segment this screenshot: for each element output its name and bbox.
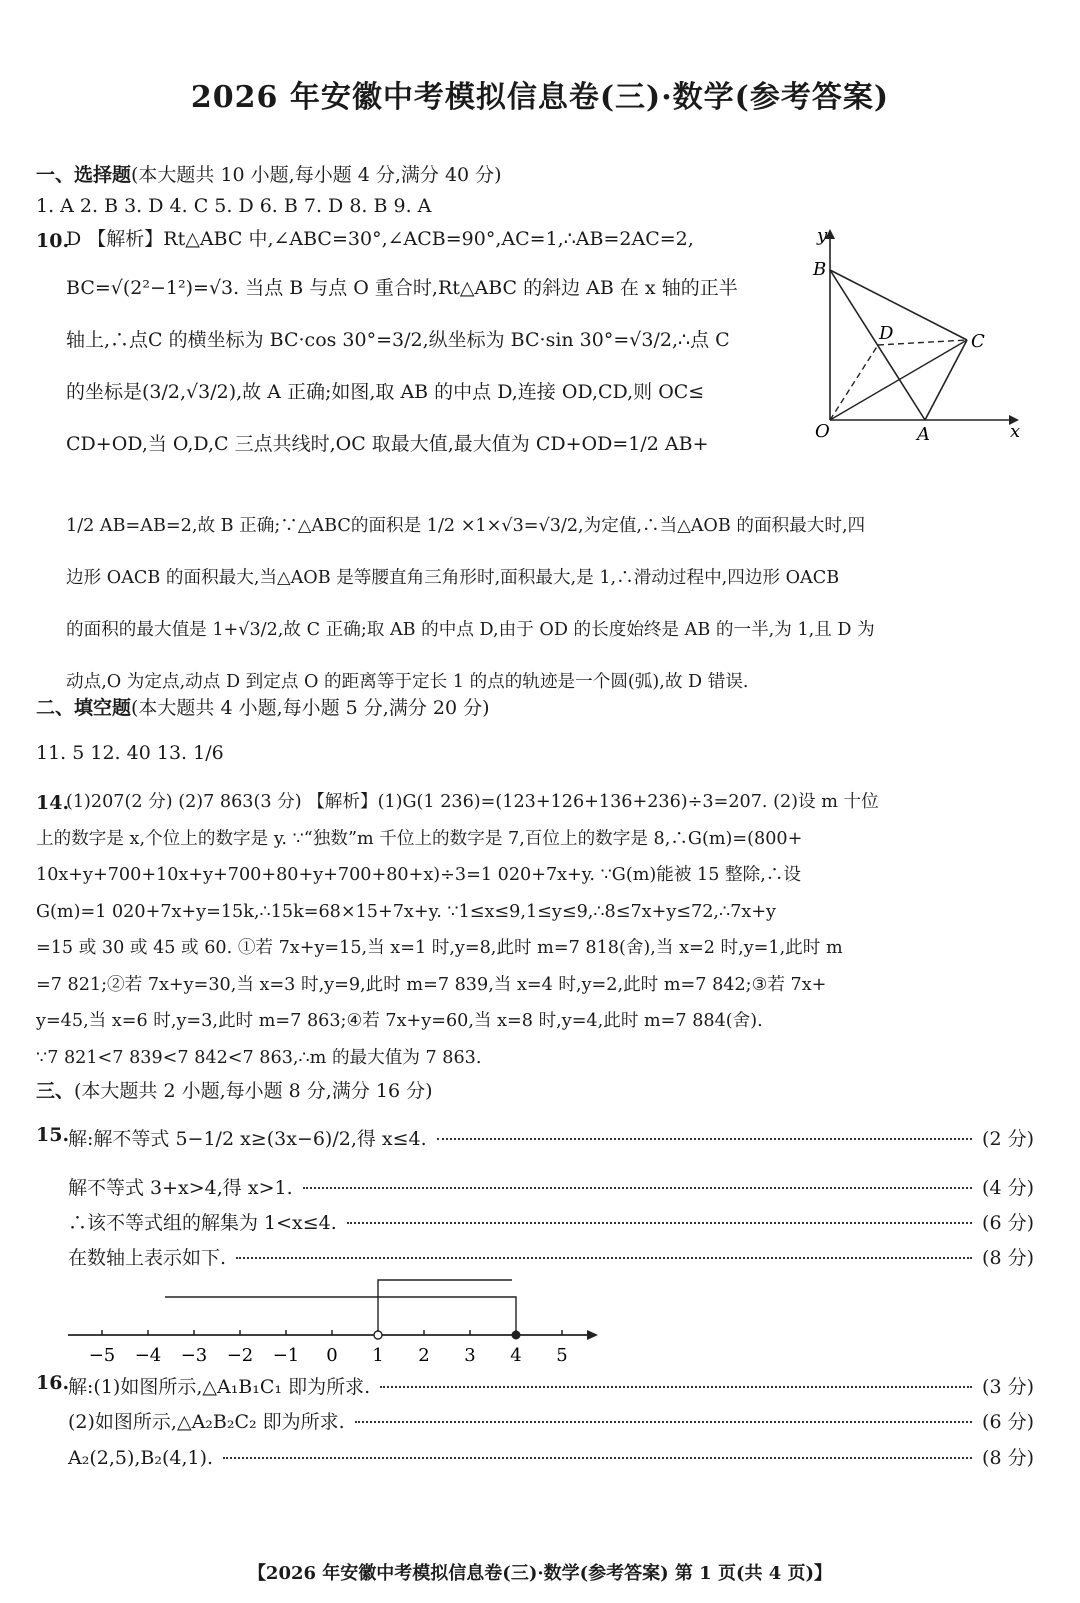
q10-line: 边形 OACB 的面积最大,当△AOB 是等腰直角三角形时,面积最大,是 1,∴滑动过程中,四边形 OACB — [66, 568, 840, 588]
number-line-tick-label: 2 — [418, 1345, 430, 1366]
number-line-tick-label: 4 — [510, 1345, 522, 1366]
q15-step-text: 在数轴上表示如下. — [68, 1247, 227, 1269]
q10-line: 动点,O 为定点,动点 D 到定点 O 的距离等于定长 1 的点的轨迹是一个圆(弧),故 D 错误. — [66, 672, 749, 692]
q14-line: y=45,当 x=6 时,y=3,此时 m=7 863;④若 7x+y=60,当 x=8 时,y=4,此时 m=7 884(舍). — [36, 1011, 763, 1031]
range-bracket-x-le-4 — [165, 1297, 516, 1335]
label-y: y — [817, 225, 828, 246]
q10-line: 的坐标是(3/2,√3/2),故 A 正确;如图,取 AB 的中点 D,连接 OD,CD,则 OC≤ — [66, 381, 705, 403]
page-title: 2026 年安徽中考模拟信息卷(三)·数学(参考答案) — [190, 80, 890, 115]
section-heading-text: 二、填空题 — [36, 697, 132, 719]
section-note: (本大题共 10 小题,每小题 4 分,满分 40 分) — [131, 164, 502, 186]
q14-line: 上的数字是 x,个位上的数字是 y. ∵“独数”m 千位上的数字是 7,百位上的数字是 8,∴G(m)=(800+ — [36, 828, 803, 849]
number-line-tick-label: −3 — [180, 1345, 208, 1366]
q15-step-text: 解:解不等式 5−1/2 x≥(3x−6)/2,得 x≤4. — [68, 1128, 427, 1150]
label-o: O — [815, 421, 830, 442]
number-line-tick-label: −2 — [226, 1345, 254, 1366]
q14-line: (1)207(2 分) (2)7 863(3 分) 【解析】(1)G(1 236)=(123+126+136+236)÷3=207. (2)设 m 十位 — [66, 792, 879, 812]
q15-step-text: 解不等式 3+x>4,得 x>1. — [68, 1177, 293, 1199]
q14-line: =7 821;②若 7x+y=30,当 x=3 时,y=9,此时 m=7 839,当 x=4 时,y=2,此时 m=7 842;③若 7x+ — [36, 974, 827, 995]
q15-step-text: ∴该不等式组的解集为 1<x≤4. — [68, 1212, 337, 1234]
label-c: C — [971, 331, 985, 352]
number-line-tick-label: 5 — [556, 1345, 568, 1366]
section-note: (本大题共 2 小题,每小题 8 分,满分 16 分) — [74, 1080, 433, 1102]
q16-step-score: (6 分) — [982, 1411, 1034, 1433]
q16-step-text: A₂(2,5),B₂(4,1). — [68, 1447, 214, 1469]
section-heading-solve — [36, 1076, 433, 1103]
section-note: (本大题共 4 小题,每小题 5 分,满分 20 分) — [131, 697, 490, 719]
section-heading-text: 一、选择题 — [36, 164, 132, 186]
page-footer: 【2026 年安徽中考模拟信息卷(三)·数学(参考答案) 第 1 页(共 4 页)】 — [247, 1563, 833, 1584]
q15-number: 15. — [36, 1124, 70, 1146]
q16-step-score: (3 分) — [982, 1376, 1034, 1398]
label-x: x — [1010, 421, 1021, 442]
q10-line: 1/2 AB=AB=2,故 B 正确;∵△ABC的面积是 1/2 ×1×√3=√3/2,为定值,∴当△AOB 的面积最大时,四 — [66, 516, 866, 536]
segment-od — [830, 345, 878, 420]
range-bracket-x-gt-1 — [378, 1280, 512, 1335]
q15-step — [68, 1243, 1034, 1270]
q10-line: BC=√(2²−1²)=√3. 当点 B 与点 O 重合时,Rt△ABC 的斜边 AB 在 x 轴的正半 — [66, 277, 738, 299]
q10-lines-full — [66, 500, 1036, 708]
q15-step — [68, 1173, 1034, 1200]
q16-step-text: (2)如图所示,△A₂B₂C₂ 即为所求. — [68, 1411, 345, 1433]
q14-number: 14. — [36, 792, 70, 814]
number-line-arrow — [587, 1330, 598, 1340]
number-line-tick-label: −4 — [134, 1345, 162, 1366]
q14-line: G(m)=1 020+7x+y=15k,∴15k=68×15+7x+y. ∵1≤x≤9,1≤y≤9,∴8≤7x+y≤72,∴7x+y — [36, 901, 777, 922]
open-endpoint — [374, 1331, 382, 1339]
q15-step-score: (4 分) — [982, 1177, 1034, 1199]
q16-step — [68, 1443, 1034, 1470]
label-b: B — [813, 259, 827, 280]
q15-step-score: (2 分) — [982, 1128, 1034, 1150]
q15-step — [68, 1124, 1034, 1151]
number-line-tick-label: −5 — [88, 1345, 116, 1366]
number-line — [60, 1270, 620, 1380]
closed-endpoint — [512, 1331, 521, 1340]
label-a: A — [917, 424, 930, 445]
q14-line: ∵7 821<7 839<7 842<7 863,∴m 的最大值为 7 863. — [36, 1047, 482, 1068]
q10-number: 10. — [36, 230, 70, 252]
q10-lines-short — [66, 222, 806, 257]
q10-line: 的面积的最大值是 1+√3/2,故 C 正确;取 AB 的中点 D,由于 OD 的长度始终是 AB 的一半,为 1,且 D 为 — [66, 620, 875, 640]
section-heading-choice — [36, 160, 502, 187]
q16-step — [68, 1372, 1034, 1399]
q15-step-score: (6 分) — [982, 1212, 1034, 1234]
q16-step-text: 解:(1)如图所示,△A₁B₁C₁ 即为所求. — [68, 1376, 371, 1398]
section-heading-fill — [36, 693, 490, 720]
q16-number: 16. — [36, 1372, 70, 1394]
q15-step-score: (8 分) — [982, 1247, 1034, 1269]
q10-lines-short-2 — [66, 262, 806, 470]
q10-line: CD+OD,当 O,D,C 三点共线时,OC 取最大值,最大值为 CD+OD=1/2 AB+ — [66, 433, 709, 455]
q16-step — [68, 1407, 1034, 1434]
number-line-tick-label: 3 — [464, 1345, 476, 1366]
q10-line: D 【解析】Rt△ABC 中,∠ABC=30°,∠ACB=90°,AC=1,∴AB=2AC=2, — [66, 228, 694, 250]
label-d: D — [879, 323, 894, 344]
number-line-tick-label: 0 — [326, 1345, 338, 1366]
number-line-tick-label: −1 — [272, 1345, 300, 1366]
section-heading-text: 三、 — [36, 1080, 75, 1102]
q14-line: 10x+y+700+10x+y+700+80+y+700+80+x)÷3=1 020+7x+y. ∵G(m)能被 15 整除,∴设 — [36, 865, 801, 885]
segment-bc — [830, 270, 967, 340]
choice-answers-row: 1. A 2. B 3. D 4. C 5. D 6. B 7. D 8. B 9. A — [36, 195, 432, 217]
q16-step-score: (8 分) — [982, 1447, 1034, 1469]
q10-figure — [805, 225, 1035, 450]
segment-ab — [830, 270, 925, 420]
number-line-tick-label: 1 — [372, 1345, 384, 1366]
fill-answers-row: 11. 5 12. 40 13. 1/6 — [36, 742, 224, 764]
q10-line: 轴上,∴点C 的横坐标为 BC·cos 30°=3/2,纵坐标为 BC·sin 30°=√3/2,∴点 C — [66, 329, 730, 351]
q14-line: =15 或 30 或 45 或 60. ①若 7x+y=15,当 x=1 时,y=8,此时 m=7 818(舍),当 x=2 时,y=1,此时 m — [36, 938, 843, 958]
q15-step — [68, 1208, 1034, 1235]
